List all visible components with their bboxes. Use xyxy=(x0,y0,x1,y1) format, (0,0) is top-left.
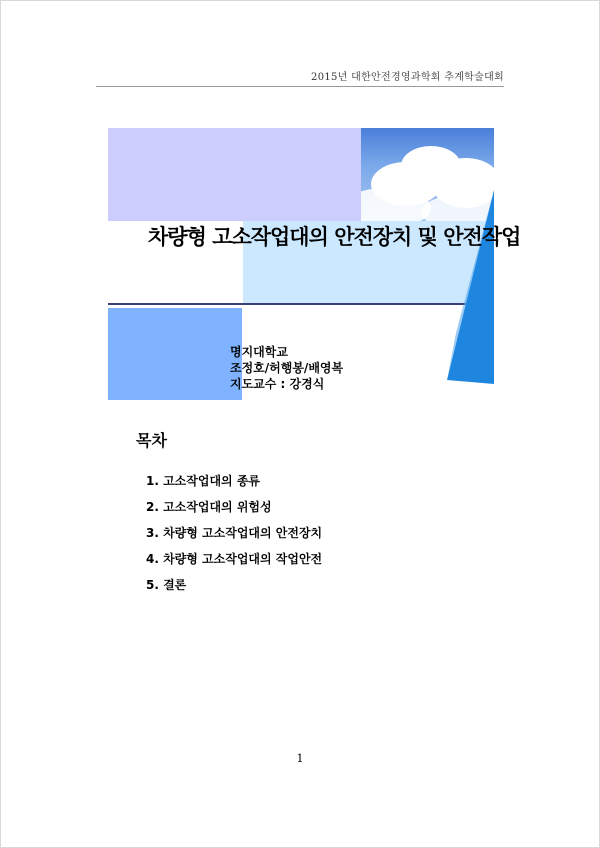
university-name: 명지대학교 xyxy=(230,345,288,359)
toc-list xyxy=(146,468,322,598)
toc-item: 3. 차량형 고소작업대의 안전장치 xyxy=(146,526,323,540)
triangle-shape xyxy=(447,190,494,384)
toc-item: 4. 차량형 고소작업대의 작업안전 xyxy=(146,552,323,566)
toc-item: 5. 결론 xyxy=(146,578,187,592)
slide-title: 차량형 고소작업대의 안전장치 및 안전작업 xyxy=(148,225,521,249)
affiliation-block xyxy=(230,344,343,392)
title-slide-image xyxy=(108,128,521,400)
page-number: 1 xyxy=(296,752,304,765)
running-header: 2015년 대한안전경영과학회 추계학술대회 xyxy=(311,72,504,83)
toc-item: 1. 고소작업대의 종류 xyxy=(146,474,261,488)
toc-heading: 목차 xyxy=(136,431,167,450)
author-names: 조정호/허행봉/배영복 xyxy=(230,361,344,375)
advisor-name: 지도교수 : 강경식 xyxy=(230,377,325,391)
toc-item: 2. 고소작업대의 위험성 xyxy=(146,500,272,514)
header-rule xyxy=(96,86,504,87)
